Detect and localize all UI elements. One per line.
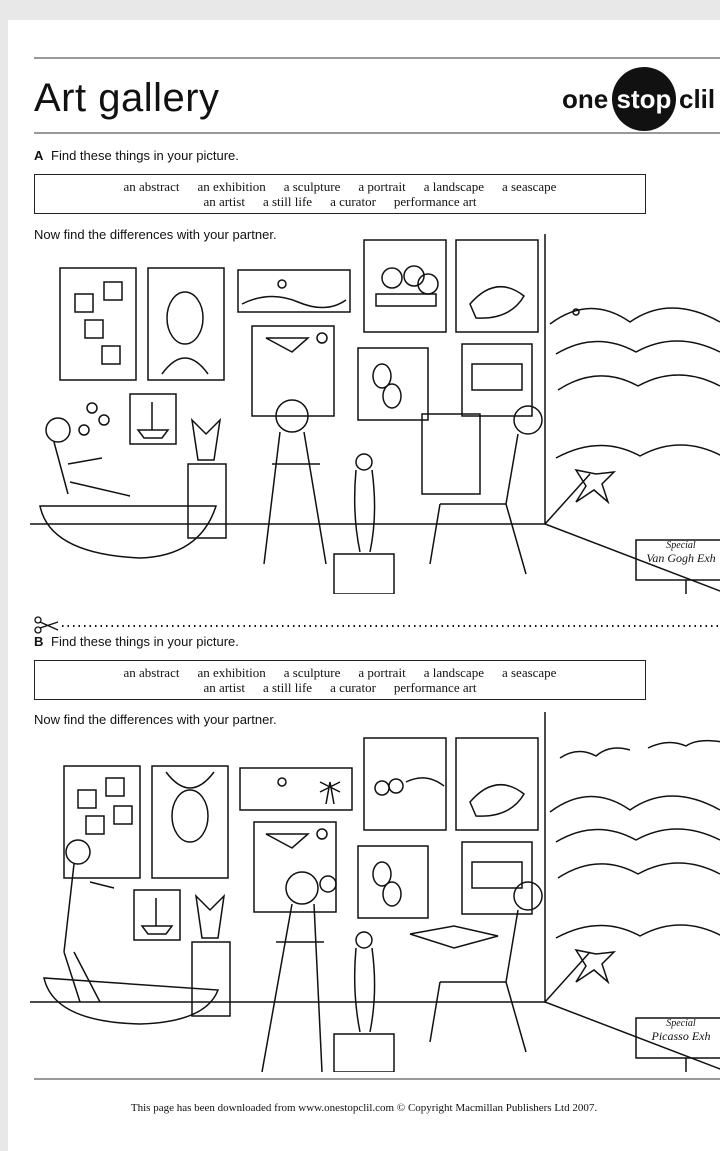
artist-reading <box>410 882 542 1052</box>
word: a still life <box>262 194 313 209</box>
performance-artist <box>40 403 216 558</box>
top-rule <box>34 57 720 59</box>
landscape-painting <box>238 270 350 312</box>
gallery-picture-b <box>30 712 720 1072</box>
seascape-mural <box>550 308 720 502</box>
circles-painting <box>358 846 428 918</box>
sign-top: Special <box>666 540 696 551</box>
page-title: Art gallery <box>34 76 220 120</box>
floor-line <box>30 952 590 1002</box>
word: a curator <box>330 194 376 209</box>
section-a-sign-text <box>636 540 720 566</box>
abstract-painting <box>64 766 140 878</box>
bird-head-painting <box>254 822 336 912</box>
section-b-label <box>34 634 239 649</box>
word: a portrait <box>358 179 406 194</box>
word: a landscape <box>423 665 484 680</box>
scissors-icon <box>35 617 58 633</box>
still-life-painting <box>364 738 446 830</box>
seagull <box>560 748 630 758</box>
upside-down-portrait <box>152 766 228 878</box>
pedestal-sculpture <box>192 896 230 1016</box>
bottom-rule <box>34 1078 720 1080</box>
logo-text-left: one <box>562 84 609 114</box>
word: a seascape <box>501 179 557 194</box>
word: an exhibition <box>197 179 266 194</box>
word: a sculpture <box>283 179 341 194</box>
sign-bottom: Picasso Exh <box>651 1029 711 1043</box>
section-b-words-row2 <box>35 680 645 696</box>
section-b-instruction: Find these things in your picture. <box>51 634 239 649</box>
logo-text-circle: stop <box>616 84 672 114</box>
word: a landscape <box>423 179 484 194</box>
landscape-windmill-painting <box>240 768 352 810</box>
title-rule <box>34 132 720 134</box>
scissors-cut-line <box>34 616 720 636</box>
cat-painting <box>456 240 538 332</box>
abstract-painting <box>60 268 136 380</box>
train-painting <box>462 842 532 914</box>
section-a-words-row1 <box>35 179 645 195</box>
seascape-mural <box>550 796 720 982</box>
sign-top: Special <box>666 1018 696 1029</box>
circles-painting <box>358 348 428 420</box>
section-a-word-box <box>34 174 646 214</box>
artist-at-easel <box>422 406 542 574</box>
still-life-painting <box>364 240 446 332</box>
section-b-sign-text <box>636 1018 720 1044</box>
boat-painting <box>130 394 176 444</box>
gallery-picture-a <box>30 234 720 594</box>
word: an abstract <box>123 179 180 194</box>
word: an exhibition <box>197 665 266 680</box>
section-a-label <box>34 148 239 163</box>
worksheet-page <box>8 20 720 1151</box>
pedestal-sculpture <box>188 420 226 538</box>
section-a-words-row2 <box>35 194 645 210</box>
word: a seascape <box>501 665 557 680</box>
word: performance art <box>393 680 477 695</box>
floor-line <box>30 474 590 524</box>
copyright-footer: This page has been downloaded from www.onestopclil.com © Copyright Macmillan Publishers Ltd 2007. <box>130 1102 598 1114</box>
section-b-differences: Now find the differences with your partner. <box>34 712 277 727</box>
onestopclil-logo <box>562 64 720 132</box>
section-a-letter: A <box>34 148 44 163</box>
curator-woman <box>262 872 336 1072</box>
word: a sculpture <box>283 665 341 680</box>
section-a-differences: Now find the differences with your partner. <box>34 227 277 242</box>
word: a curator <box>330 680 376 695</box>
section-b-letter: B <box>34 634 44 649</box>
word: an artist <box>203 680 245 695</box>
section-a-instruction: Find these things in your picture. <box>51 148 239 163</box>
portrait-painting <box>148 268 224 380</box>
word: a still life <box>262 680 313 695</box>
word: an abstract <box>123 665 180 680</box>
section-b-words-row1 <box>35 665 645 681</box>
section-b-word-box <box>34 660 646 700</box>
train-painting <box>462 344 532 416</box>
word: a portrait <box>358 665 406 680</box>
sign-bottom: Van Gogh Exh <box>646 551 716 565</box>
seagull <box>648 741 720 748</box>
bird-head-painting <box>252 326 334 416</box>
word: an artist <box>203 194 245 209</box>
logo-text-right: clil <box>679 84 716 114</box>
cat-painting <box>456 738 538 830</box>
word: performance art <box>393 194 477 209</box>
curator-man <box>264 400 326 564</box>
boat-painting <box>134 890 180 940</box>
